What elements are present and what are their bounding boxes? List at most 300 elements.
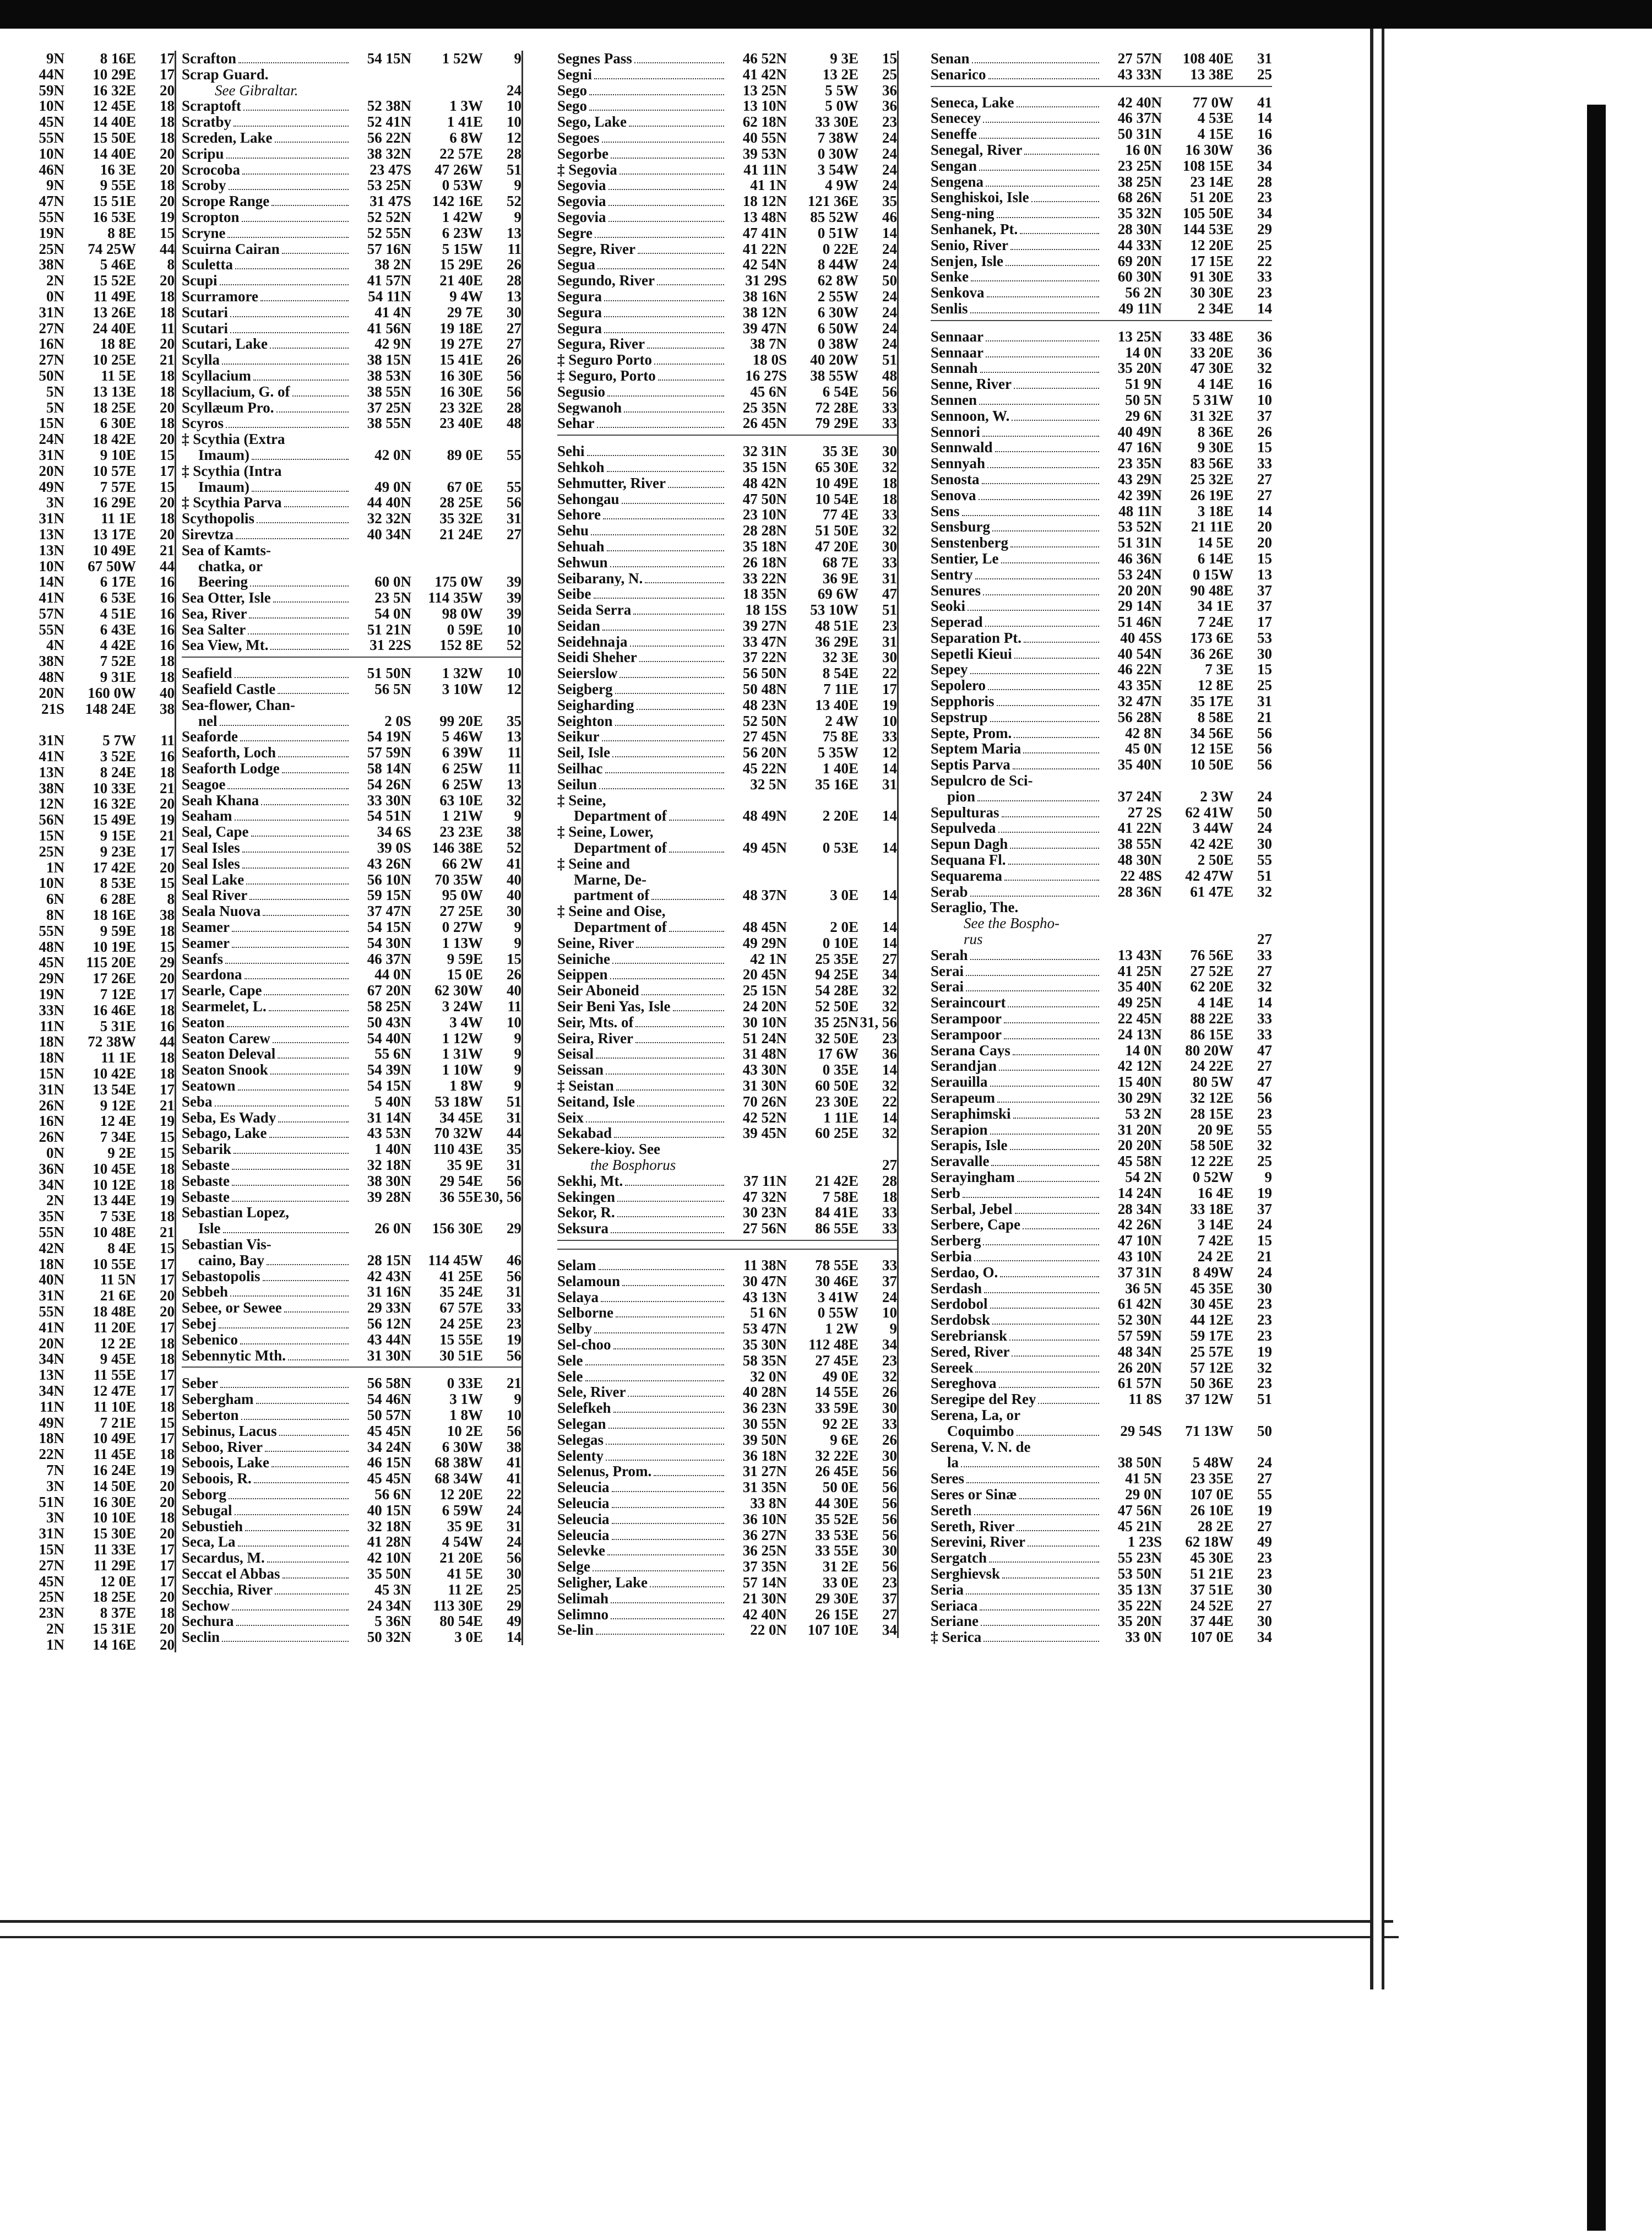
gazetteer-entry xyxy=(931,158,1272,174)
plate-number: 20 xyxy=(160,161,175,178)
leader-dots xyxy=(230,308,349,317)
longitude: 1 52W xyxy=(442,51,483,67)
longitude: 24 22E xyxy=(1190,1058,1233,1075)
gazetteer-entry xyxy=(182,935,521,951)
leader-dots xyxy=(998,824,1099,833)
longitude: 7 11E xyxy=(823,681,858,697)
plate-number: 20 xyxy=(160,193,175,209)
place-name: Serah xyxy=(931,947,968,963)
gazetteer-entry xyxy=(931,693,1272,709)
latitude: 8N xyxy=(46,907,64,923)
longitude: 53 18W xyxy=(434,1093,483,1110)
latitude: 18 35N xyxy=(742,586,787,603)
gazetteer-entry xyxy=(182,558,521,574)
place-name: Seidi Sheher xyxy=(557,649,637,666)
longitude: 1 8W xyxy=(449,1078,483,1094)
gazetteer-entry xyxy=(0,1066,175,1082)
leader-dots xyxy=(983,1237,1099,1245)
gazetteer-entry xyxy=(182,713,521,729)
latitude: 42 9N xyxy=(374,336,411,353)
plate-number: 30 xyxy=(1257,836,1272,853)
longitude: 34 56E xyxy=(1190,725,1233,741)
leader-dots xyxy=(645,574,724,583)
gazetteer-entry xyxy=(182,1391,521,1407)
place-name: Sepphoris xyxy=(931,693,995,709)
latitude: 11N xyxy=(39,1398,64,1415)
place-name: Septem Maria xyxy=(931,741,1021,757)
plate-number: 18 xyxy=(160,1605,175,1621)
gazetteer-entry xyxy=(557,555,897,571)
place-name: Seitand, Isle xyxy=(557,1093,635,1110)
plate-number: 32 xyxy=(1257,1137,1272,1154)
place-name: ‡ Seine and xyxy=(557,855,631,872)
leader-dots xyxy=(1008,999,1099,1007)
latitude: 48 34N xyxy=(1117,1343,1162,1360)
plate-number: 30 xyxy=(1257,646,1272,662)
longitude: 10 12E xyxy=(93,1176,136,1193)
plate-number: 29 xyxy=(1257,221,1272,237)
latitude: 38 50N xyxy=(1117,1455,1162,1471)
plate-number: 27 xyxy=(1257,931,1272,947)
plate-number: 9 xyxy=(889,1321,897,1337)
place-name: Serai xyxy=(931,979,964,995)
place-name: Segre, River xyxy=(557,241,635,257)
place-name: Scroby xyxy=(182,177,226,194)
latitude: 24N xyxy=(39,431,64,447)
plate-number: 15 xyxy=(160,875,175,892)
plate-number: 36 xyxy=(882,1046,897,1062)
plate-number: 18 xyxy=(160,304,175,321)
place-name: Seaham xyxy=(182,808,232,825)
leader-dots xyxy=(974,1252,1099,1261)
leader-dots xyxy=(229,181,349,190)
leader-dots xyxy=(242,213,349,222)
latitude: 31N xyxy=(39,733,64,749)
latitude: 41N xyxy=(39,1319,64,1336)
gazetteer-entry xyxy=(182,1503,521,1519)
plate-number: 15 xyxy=(882,51,897,67)
latitude: 51 21N xyxy=(367,621,411,638)
place-name: Seaton Carew xyxy=(182,1030,270,1046)
longitude: 15 29E xyxy=(439,257,483,273)
latitude: 54 11N xyxy=(368,288,411,305)
place-name: Segovia xyxy=(557,193,606,209)
longitude: 8 58E xyxy=(1197,709,1233,725)
leader-dots xyxy=(604,308,724,317)
gazetteer-entry xyxy=(557,459,897,475)
place-name: Sebee, or Sewee xyxy=(182,1300,282,1316)
leader-dots xyxy=(992,1316,1099,1325)
place-name: Sepetli Kieui xyxy=(931,646,1012,662)
latitude: 49 11N xyxy=(1118,300,1162,317)
gazetteer-entry xyxy=(182,983,521,999)
gazetteer-entry xyxy=(557,761,897,777)
leader-dots xyxy=(270,340,349,349)
longitude: 37 51E xyxy=(1190,1581,1233,1598)
gazetteer-entry xyxy=(182,479,521,495)
plate-number: 24 xyxy=(882,288,897,305)
place-name: Serapion xyxy=(931,1121,988,1138)
plate-number: 15 xyxy=(160,939,175,955)
leader-dots xyxy=(265,1443,349,1452)
gazetteer-entry xyxy=(931,1455,1272,1471)
place-name: Segovia xyxy=(557,177,606,194)
gazetteer-entry xyxy=(0,431,175,447)
latitude: 39 0S xyxy=(377,840,411,856)
latitude: 43 44N xyxy=(367,1331,411,1348)
longitude: 14 50E xyxy=(93,1478,136,1494)
latitude: 16N xyxy=(39,1113,64,1130)
latitude: 43 29N xyxy=(1117,471,1162,487)
plate-number: 50 xyxy=(882,273,897,289)
latitude: 4N xyxy=(46,637,64,654)
plate-number: 33 xyxy=(1257,1026,1272,1043)
place-name: Seafield xyxy=(182,665,232,682)
gazetteer-entry xyxy=(557,571,897,587)
longitude: 15 50E xyxy=(93,129,136,146)
leader-dots xyxy=(222,1633,349,1642)
longitude: 70 35W xyxy=(434,871,483,888)
plate-number: 24 xyxy=(882,161,897,178)
latitude: 31 27N xyxy=(742,1463,787,1480)
place-name: Senosta xyxy=(931,471,980,487)
gazetteer-entry xyxy=(557,713,897,729)
plate-number: 41 xyxy=(507,1455,521,1471)
latitude: 52 55N xyxy=(367,225,411,241)
longitude: 31 2E xyxy=(822,1559,858,1575)
gazetteer-entry xyxy=(182,431,521,447)
plate-number: 33 xyxy=(882,1221,897,1237)
plate-number: 50 xyxy=(1257,1423,1272,1439)
plate-number: 18 xyxy=(160,383,175,400)
gazetteer-entry xyxy=(557,951,897,967)
leader-dots xyxy=(635,1034,724,1043)
plate-number: 49 xyxy=(1257,1534,1272,1550)
leader-dots xyxy=(1017,1522,1099,1531)
latitude: 0N xyxy=(46,288,64,305)
latitude: 36 10N xyxy=(742,1511,787,1527)
leader-dots xyxy=(1004,1015,1099,1023)
leader-dots xyxy=(980,364,1099,373)
leader-dots xyxy=(991,1157,1099,1166)
latitude: 56N xyxy=(39,812,64,828)
plate-number: 23 xyxy=(882,1030,897,1046)
place-name: Seah Khana xyxy=(182,792,259,809)
gazetteer-entry xyxy=(557,130,897,146)
plate-number: 36 xyxy=(882,98,897,115)
leader-dots xyxy=(236,530,349,539)
plate-number: 22 xyxy=(1257,253,1272,269)
gazetteer-entry xyxy=(931,1550,1272,1566)
longitude: 3 54W xyxy=(817,161,858,178)
longitude: 14 5E xyxy=(1197,535,1233,551)
leader-dots xyxy=(585,1373,725,1381)
longitude: 16 30E xyxy=(439,367,483,384)
plate-number: 51 xyxy=(882,352,897,368)
latitude: 2N xyxy=(46,1620,64,1637)
gazetteer-entry xyxy=(0,1415,175,1431)
plate-number: 56 xyxy=(882,1511,897,1527)
leader-dots xyxy=(604,324,724,333)
place-name: Beering xyxy=(198,574,248,590)
place-name: Seal Isles xyxy=(182,855,240,872)
latitude: 29 14N xyxy=(1117,598,1162,615)
gazetteer-entry xyxy=(557,856,897,872)
leader-dots xyxy=(271,197,349,206)
leader-dots xyxy=(610,558,724,567)
longitude: 68 38W xyxy=(434,1455,483,1471)
leader-dots xyxy=(1019,1490,1099,1499)
latitude: 43 10N xyxy=(1117,1248,1162,1265)
place-name: Seibe xyxy=(557,586,591,603)
longitude: 15 0E xyxy=(447,967,483,983)
longitude: 156 30E xyxy=(432,1221,483,1237)
place-name: Sennori xyxy=(931,424,981,440)
place-name: Segwanoh xyxy=(557,399,622,416)
leader-dots xyxy=(638,245,724,254)
plate-number: 24 xyxy=(507,82,521,99)
gazetteer-entry xyxy=(182,130,521,146)
longitude: 10 50E xyxy=(1190,757,1233,773)
leader-dots xyxy=(269,1129,349,1138)
longitude: 13 44E xyxy=(93,1192,136,1209)
leader-dots xyxy=(612,1499,725,1508)
longitude: 58 50E xyxy=(1190,1137,1233,1154)
plate-number: 33 xyxy=(1257,947,1272,963)
latitude: 53 52N xyxy=(1117,519,1162,535)
plate-number: 16 xyxy=(160,605,175,622)
place-name: Sebinus, Lacus xyxy=(182,1423,277,1439)
longitude: 19 18E xyxy=(439,320,483,337)
place-name: Serdobol xyxy=(931,1296,988,1313)
longitude: 144 53E xyxy=(1182,221,1233,237)
longitude: 13 54E xyxy=(93,1081,136,1098)
place-name: Sekhi, Mt. xyxy=(557,1173,623,1189)
gazetteer-entry xyxy=(557,1463,897,1479)
leader-dots xyxy=(232,1193,349,1202)
latitude: 27N xyxy=(39,320,64,337)
latitude: 34N xyxy=(39,1382,64,1399)
latitude: 47 50N xyxy=(742,491,787,507)
leader-dots xyxy=(595,229,724,238)
gazetteer-entry xyxy=(931,329,1272,345)
latitude: 51 6N xyxy=(750,1305,787,1321)
longitude: 10 54E xyxy=(815,491,858,507)
leader-dots xyxy=(270,641,349,650)
longitude: 5 7W xyxy=(102,733,136,749)
plate-number: 9 xyxy=(514,1078,521,1094)
plate-number: 56 xyxy=(507,1550,521,1566)
gazetteer-entry xyxy=(182,162,521,178)
place-name: Sechow xyxy=(182,1597,230,1614)
gazetteer-entry xyxy=(182,1094,521,1110)
longitude: 1 41E xyxy=(447,114,483,130)
longitude: 21 6E xyxy=(100,1288,136,1304)
scan-top-edge xyxy=(0,0,1652,29)
plate-number: 44 xyxy=(160,241,175,257)
latitude: 31N xyxy=(39,447,64,463)
longitude: 30 46E xyxy=(815,1273,858,1289)
plate-number: 20 xyxy=(160,145,175,162)
leader-dots xyxy=(651,891,724,900)
longitude: 15 30E xyxy=(93,1526,136,1542)
leader-dots xyxy=(235,812,349,821)
longitude: 108 40E xyxy=(1182,51,1233,67)
gazetteer-entry xyxy=(931,126,1272,142)
leader-dots xyxy=(639,653,724,662)
latitude: 15 40N xyxy=(1117,1074,1162,1090)
leader-dots xyxy=(236,1617,349,1626)
latitude: 60 30N xyxy=(1117,269,1162,285)
leader-dots xyxy=(1002,1570,1099,1579)
plate-number: 32 xyxy=(882,523,897,539)
plate-number: 14 xyxy=(882,935,897,951)
leader-dots xyxy=(250,578,349,587)
leader-dots xyxy=(979,396,1099,405)
gazetteer-entry xyxy=(0,543,175,558)
plate-number: 32 xyxy=(507,792,521,809)
longitude: 14 55E xyxy=(815,1384,858,1401)
plate-number: 18 xyxy=(160,1351,175,1368)
latitude: 45N xyxy=(39,1573,64,1590)
leader-dots xyxy=(612,1515,725,1524)
gazetteer-entry xyxy=(182,83,521,99)
plate-number: 23 xyxy=(882,617,897,634)
leader-dots xyxy=(275,1586,349,1595)
leader-dots xyxy=(252,451,349,460)
latitude: 21S xyxy=(41,701,64,717)
latitude: 58 25N xyxy=(367,999,411,1015)
longitude: 1 2W xyxy=(825,1321,858,1337)
gazetteer-entry xyxy=(557,1432,897,1448)
plate-number: 18 xyxy=(160,98,175,115)
gazetteer-entry xyxy=(931,1360,1272,1376)
latitude: 70 26N xyxy=(742,1093,787,1110)
section-divider xyxy=(557,435,897,440)
latitude: 25N xyxy=(39,843,64,860)
longitude: 15 49E xyxy=(93,812,136,828)
place-name: Sepulveda xyxy=(931,820,996,837)
latitude: 10N xyxy=(39,145,64,162)
place-name: Serampoor xyxy=(931,1011,1002,1027)
place-name: Sequarema xyxy=(931,867,1003,884)
place-name: Sepulcro de Sci- xyxy=(931,773,1033,789)
latitude: 30 23N xyxy=(742,1205,787,1221)
place-name: Seboo, River xyxy=(182,1439,263,1455)
plate-number: 18 xyxy=(160,653,175,670)
gazetteer-entry xyxy=(182,384,521,400)
latitude: 32 18N xyxy=(367,1157,411,1173)
plate-number: 33 xyxy=(882,1257,897,1273)
longitude: 6 25W xyxy=(442,776,483,793)
latitude: 27 2S xyxy=(1127,804,1162,821)
longitude: 9 15E xyxy=(100,828,136,844)
plate-number: 13 xyxy=(507,288,521,305)
longitude: 19 27E xyxy=(439,336,483,353)
place-name: Seippen xyxy=(557,967,608,983)
longitude: 40 20W xyxy=(810,352,858,368)
plate-number: 31 xyxy=(882,633,897,650)
longitude: 12 8E xyxy=(1197,677,1233,694)
plate-number: 19 xyxy=(507,1331,521,1348)
place-name: Scrafton xyxy=(182,51,236,67)
leader-dots xyxy=(986,178,1099,187)
gazetteer-entry xyxy=(0,1526,175,1542)
plate-number: 28 xyxy=(507,273,521,289)
longitude: 6 23W xyxy=(442,225,483,241)
gazetteer-entry xyxy=(0,1272,175,1288)
gazetteer-entry xyxy=(931,931,1272,947)
latitude: 44 0N xyxy=(374,967,411,983)
latitude: 16N xyxy=(39,336,64,353)
longitude: 23 23E xyxy=(439,824,483,841)
place-name: Scythopolis xyxy=(182,511,255,527)
latitude: 32 18N xyxy=(367,1518,411,1534)
place-name: Seclin xyxy=(182,1629,220,1645)
gazetteer-entry xyxy=(182,1423,521,1439)
gazetteer-entry xyxy=(557,1289,897,1305)
leader-dots xyxy=(607,543,724,551)
longitude: 16 4E xyxy=(1197,1185,1233,1201)
plate-number: 56 xyxy=(882,1495,897,1511)
longitude: 32 12E xyxy=(1190,1090,1233,1106)
place-name: Segura xyxy=(557,320,602,337)
place-name: Seine, River xyxy=(557,935,634,951)
plate-number: 31 xyxy=(882,570,897,587)
plate-number: 22 xyxy=(882,1093,897,1110)
plate-number: 18 xyxy=(160,1335,175,1352)
gazetteer-entry xyxy=(182,1613,521,1629)
plate-number: 34 xyxy=(1257,1629,1272,1645)
place-name: Senegal, River xyxy=(931,142,1023,158)
place-name: Sebaste xyxy=(182,1189,230,1205)
longitude: 115 20E xyxy=(86,955,136,971)
plate-number: 30 xyxy=(882,649,897,666)
gazetteer-entry xyxy=(0,384,175,400)
place-name: Sebago, Lake xyxy=(182,1125,267,1142)
gazetteer-entry xyxy=(557,1078,897,1094)
leader-dots xyxy=(970,951,1100,960)
leader-dots xyxy=(629,118,724,127)
place-name: Senjen, Isle xyxy=(931,253,1004,269)
longitude: 107 0E xyxy=(1190,1486,1233,1503)
longitude: 67 0E xyxy=(447,479,483,495)
latitude: 56 12N xyxy=(367,1315,411,1332)
longitude: 0 51W xyxy=(817,225,858,241)
place-name: Selenty xyxy=(557,1447,604,1464)
plate-number: 27 xyxy=(882,1606,897,1623)
latitude: 29 33N xyxy=(367,1300,411,1316)
longitude: 23 14E xyxy=(1190,173,1233,190)
latitude: 41 57N xyxy=(367,273,411,289)
longitude: 8 36E xyxy=(1197,424,1233,440)
place-name: Seaton Snook xyxy=(182,1062,268,1078)
leader-dots xyxy=(238,55,349,63)
gazetteer-entry xyxy=(0,1589,175,1605)
longitude: 14 40E xyxy=(93,145,136,162)
latitude: 38 53N xyxy=(367,367,411,384)
leader-dots xyxy=(253,372,349,381)
gazetteer-entry xyxy=(557,649,897,665)
gazetteer-entry xyxy=(182,872,521,888)
leader-dots xyxy=(979,162,1099,171)
place-name: Seleucia xyxy=(557,1527,610,1543)
leader-dots xyxy=(232,1602,349,1611)
latitude: 3N xyxy=(46,495,64,511)
plate-number: 21 xyxy=(1257,1248,1272,1265)
gazetteer-entry xyxy=(0,685,175,701)
plate-number: 35 xyxy=(882,193,897,209)
